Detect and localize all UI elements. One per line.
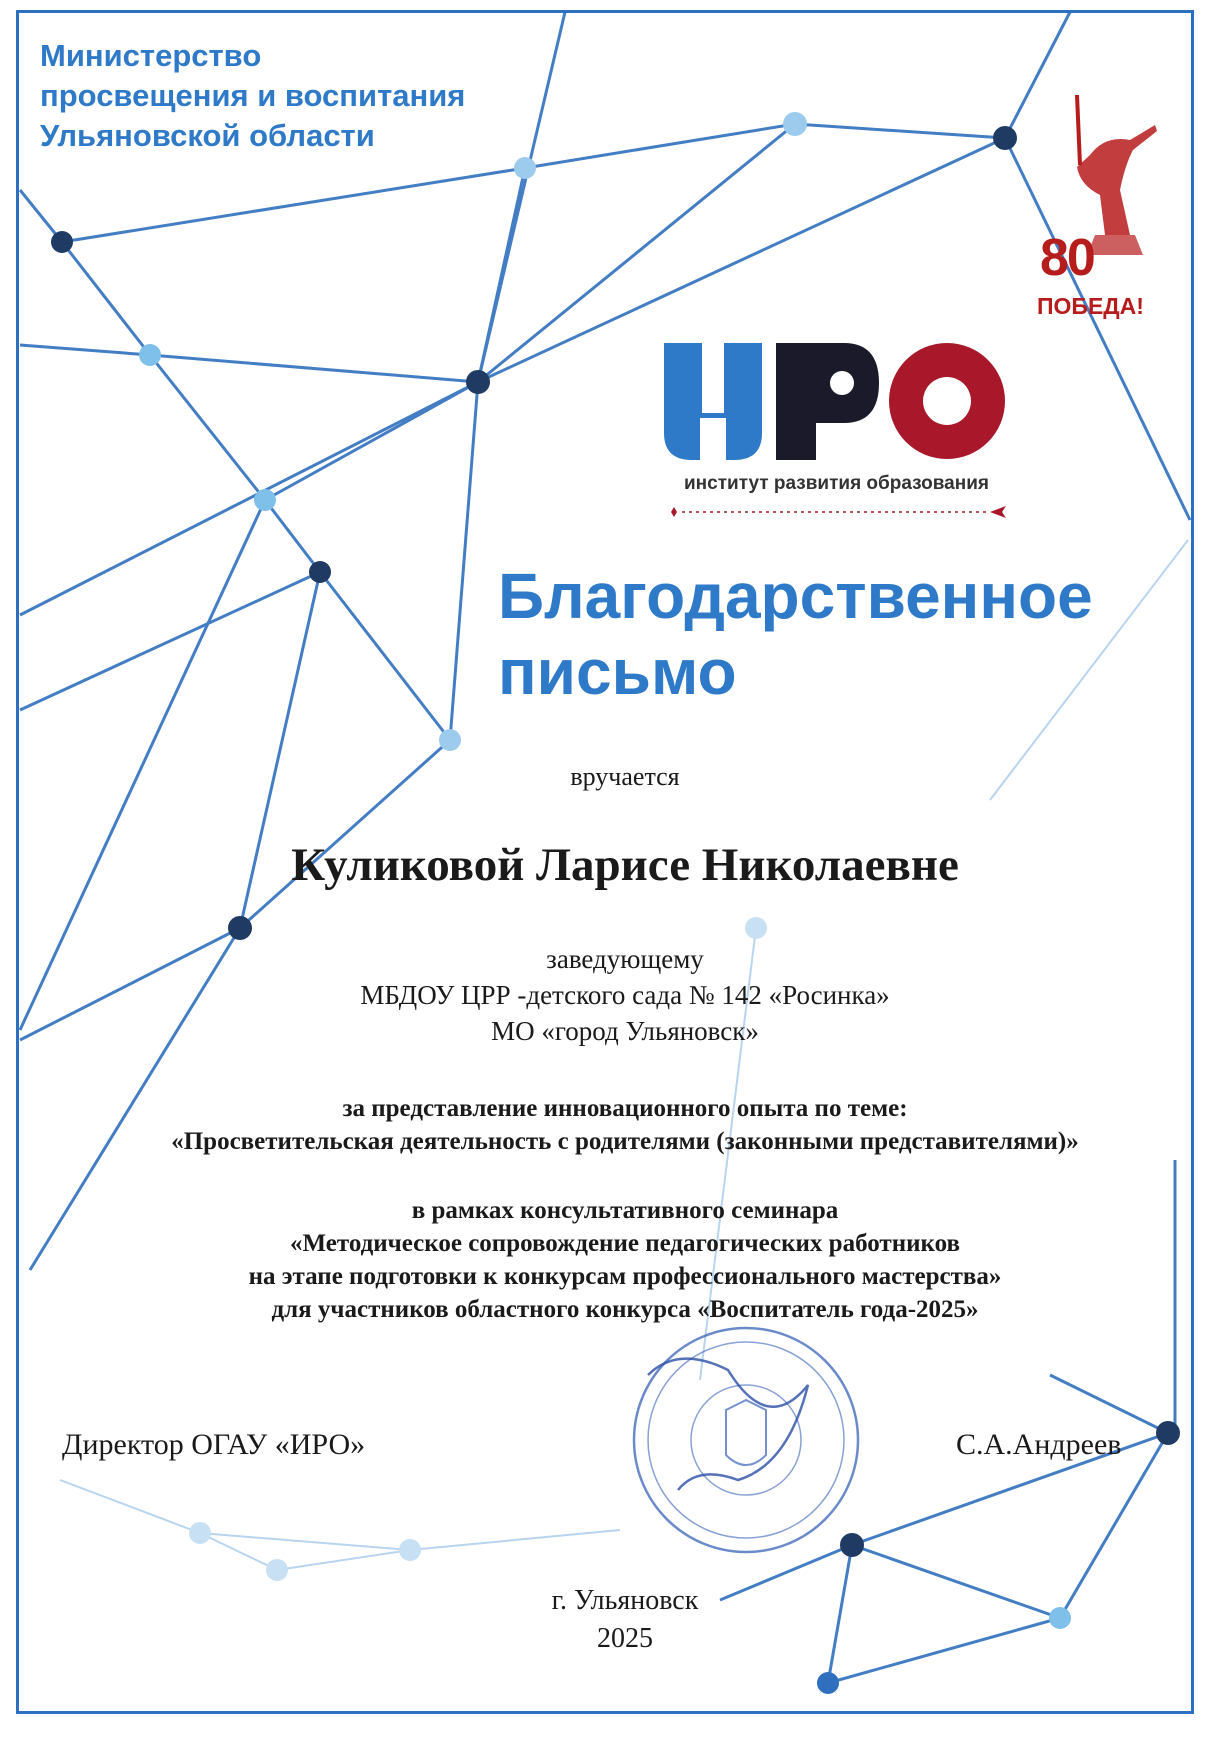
signer-name: С.А.Андреев xyxy=(956,1428,1122,1461)
title-line1: Благодарственное xyxy=(498,560,1093,632)
event-line3: на этапе подготовки к конкурсам профессионального мастерства» xyxy=(248,1263,1002,1290)
director-title: Директор ОГАУ «ИРО» xyxy=(62,1428,366,1461)
ministry-line1: Министерство xyxy=(40,38,262,73)
victory-number: 80 xyxy=(1040,229,1094,287)
issue-place-date xyxy=(60,1582,1190,1658)
recipient-municipality: МО «город Ульяновск» xyxy=(491,1016,759,1046)
iro-logo xyxy=(664,338,1009,468)
ministry-line3: Ульяновской области xyxy=(40,118,375,153)
issue-year: 2025 xyxy=(597,1623,653,1654)
event-line2: «Методическое сопровождение педагогических работников xyxy=(290,1230,960,1257)
iro-letter-i xyxy=(664,343,762,460)
award-reason xyxy=(60,1092,1190,1158)
ministry-name xyxy=(40,36,560,156)
event-line4: для участников областного конкурса «Воспитатель года-2025» xyxy=(271,1296,979,1323)
given-to-label: вручается xyxy=(570,762,680,791)
document-title xyxy=(498,558,1198,710)
title-line2: письмо xyxy=(498,636,737,708)
recipient-organization: МБДОУ ЦРР -детского сада № 142 «Росинка» xyxy=(360,980,890,1010)
event-context xyxy=(60,1194,1190,1326)
issue-city: г. Ульяновск xyxy=(551,1585,699,1616)
recipient-name: Куликовой Ларисе Николаевне xyxy=(291,839,959,891)
official-stamp xyxy=(618,1315,873,1565)
iro-letter-r xyxy=(776,343,879,460)
ministry-line2: просвещения и воспитания xyxy=(40,78,466,113)
iro-letter-o xyxy=(889,343,1005,459)
event-line1: в рамках консультативного семинара xyxy=(411,1197,839,1224)
reason-intro: за представление инновационного опыта по теме: xyxy=(342,1095,908,1122)
iro-subtitle: институт развития образования xyxy=(684,473,989,494)
reason-topic: «Просветительская деятельность с родителями (законными представителями)» xyxy=(171,1128,1079,1155)
recipient-details xyxy=(60,941,1190,1049)
victory-word: ПОБЕДА! xyxy=(1037,293,1144,319)
iro-underline xyxy=(668,502,1013,522)
recipient-position: заведующему xyxy=(546,944,704,974)
